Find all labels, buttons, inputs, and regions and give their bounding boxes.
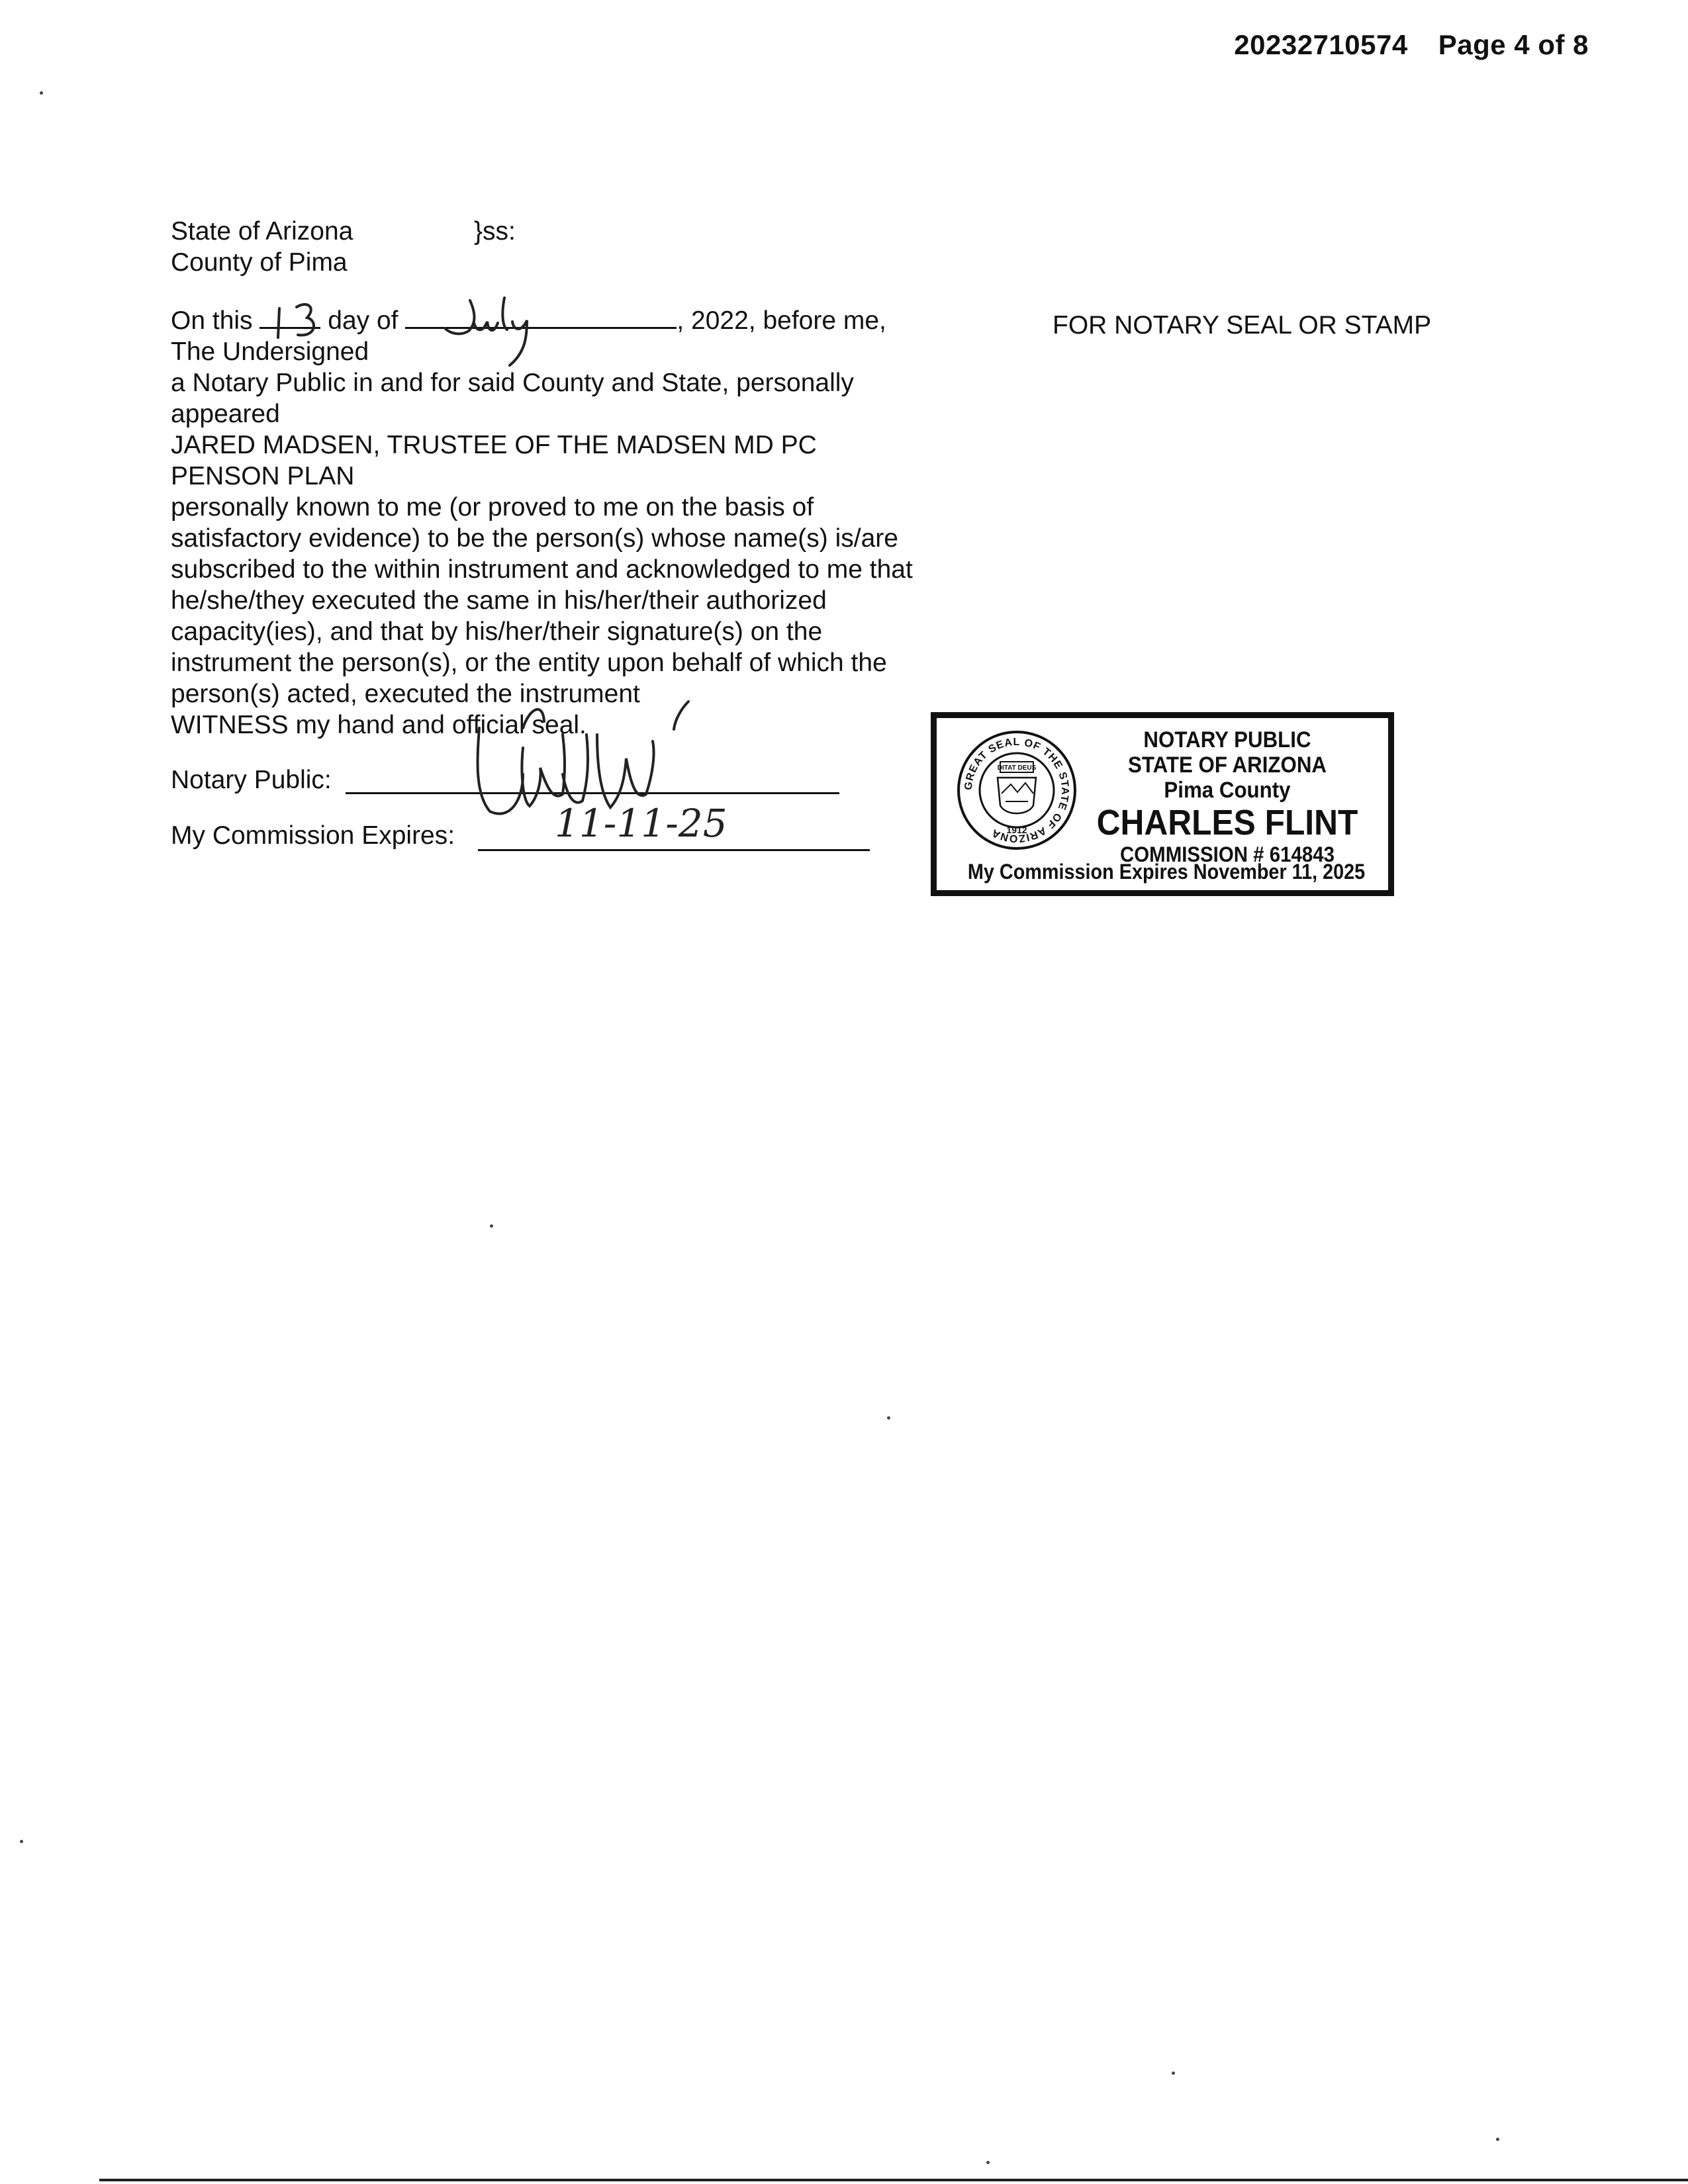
scan-speck	[490, 1224, 493, 1228]
seal-placeholder-label: FOR NOTARY SEAL OR STAMP	[1053, 311, 1432, 340]
notary-signature-icon	[424, 695, 715, 827]
body-line: he/she/they executed the same in his/her/their authorized	[171, 586, 827, 615]
seal-ring-text: GREAT SEAL OF THE STATE OF ARIZONA	[962, 736, 1071, 844]
scan-speck	[887, 1416, 890, 1420]
body-line: instrument the person(s), or the entity upon behalf of which the	[171, 649, 887, 677]
venue-block	[171, 216, 1045, 278]
commission-expires-label: My Commission Expires:	[171, 821, 455, 850]
body-line: capacity(ies), and that by his/her/their signature(s) on the	[171, 617, 823, 646]
arizona-state-seal-icon	[954, 727, 1080, 853]
seal-year: 1912	[1006, 825, 1027, 835]
body-line: a Notary Public in and for said County and State, personally	[171, 369, 854, 397]
body-line: appeared	[171, 400, 280, 428]
handwritten-day-icon	[273, 299, 326, 345]
commission-expires-rule	[478, 849, 870, 851]
commission-expires-handwritten: 11-11-25	[555, 801, 727, 846]
acknowledgment-body	[171, 336, 1045, 741]
page-bottom-edge	[99, 2179, 1688, 2181]
handwritten-month-icon	[430, 296, 549, 376]
stamp-title: NOTARY PUBLIC	[1143, 727, 1311, 752]
signer-name-line: PENSON PLAN	[171, 462, 355, 490]
scan-speck	[1172, 2071, 1175, 2075]
stamp-text	[1088, 727, 1366, 866]
document-number: 20232710574	[1234, 29, 1408, 60]
scan-speck	[986, 2161, 990, 2164]
signer-name-line: JARED MADSEN, TRUSTEE OF THE MADSEN MD PC	[171, 431, 817, 459]
body-line: personally known to me (or proved to me on the basis of	[171, 493, 814, 522]
notary-stamp	[931, 712, 1394, 896]
body-line: The Undersigned	[171, 338, 369, 366]
year-text: , 2022, before me,	[677, 306, 886, 335]
venue-county: County of Pima	[171, 248, 348, 277]
stamp-commission-number: COMMISSION # 614843	[1120, 842, 1335, 866]
witness-line: WITNESS my hand and official seal.	[171, 711, 586, 739]
notary-public-label: Notary Public:	[171, 766, 332, 794]
stamp-county: Pima County	[1164, 778, 1291, 803]
body-line: person(s) acted, executed the instrument	[171, 680, 640, 708]
body-line: subscribed to the within instrument and acknowledged to me that	[171, 555, 913, 584]
stamp-expiration: My Commission Expires November 11, 2025	[967, 860, 1366, 884]
scan-speck	[40, 91, 43, 95]
venue-state: State of Arizona	[171, 217, 353, 246]
day-of-label: day of	[328, 306, 399, 335]
venue-ss: }ss:	[474, 217, 516, 246]
page-number: Page 4 of 8	[1438, 29, 1589, 60]
seal-motto: DITAT DEUS	[997, 764, 1037, 772]
stamp-notary-name: CHARLES FLINT	[1096, 803, 1358, 842]
scan-speck	[20, 1840, 23, 1843]
on-this-label: On this	[171, 306, 253, 335]
scan-speck	[1496, 2138, 1499, 2141]
stamp-state: STATE OF ARIZONA	[1127, 752, 1327, 778]
body-line: satisfactory evidence) to be the person(s) whose name(s) is/are	[171, 524, 898, 553]
page-header	[1234, 29, 1589, 61]
